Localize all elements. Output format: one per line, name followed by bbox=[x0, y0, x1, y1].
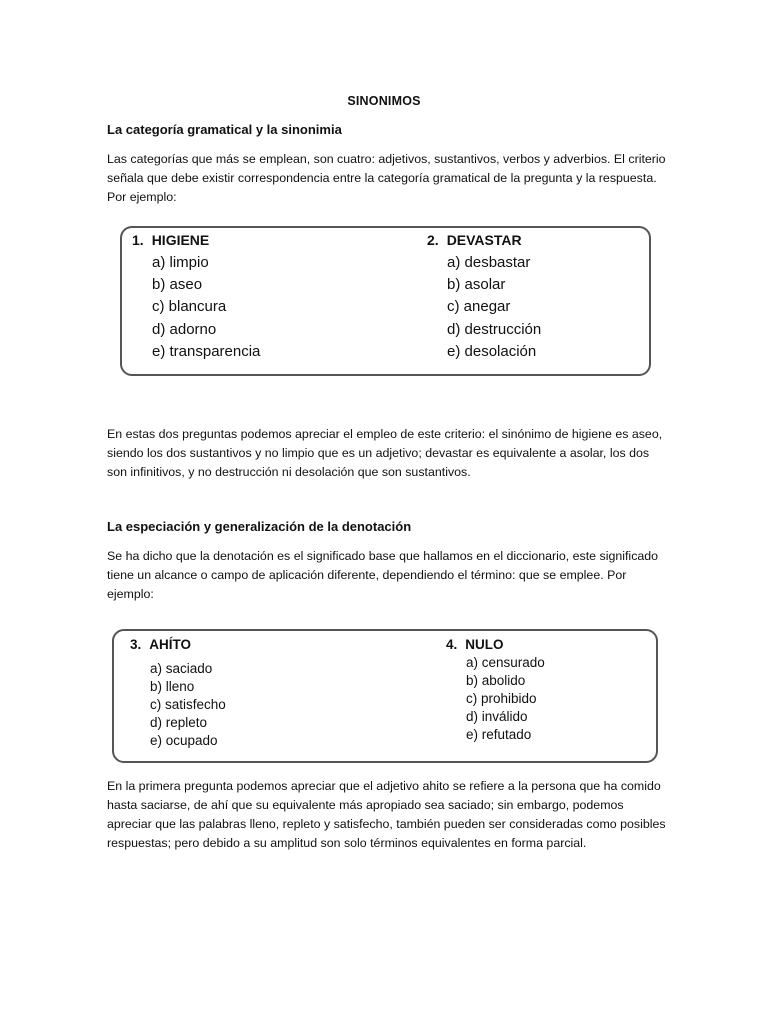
option-item: e) desolación bbox=[447, 342, 537, 360]
option-item: b) aseo bbox=[152, 276, 203, 294]
question-2 bbox=[427, 232, 541, 363]
question-4 bbox=[446, 637, 545, 744]
option-item: a) limpio bbox=[152, 254, 209, 271]
question-4-options bbox=[466, 654, 545, 744]
question-4-word: NULO bbox=[465, 637, 504, 652]
question-2-word: DEVASTAR bbox=[446, 232, 522, 248]
question-3-options bbox=[150, 660, 226, 750]
option-item: a) censurado bbox=[466, 655, 545, 670]
question-1 bbox=[132, 232, 260, 363]
section-heading-especiacion: La especiación y generalización de la denotación bbox=[107, 519, 412, 534]
option-item: c) anegar bbox=[447, 298, 511, 316]
question-4-header bbox=[446, 637, 545, 652]
option-item: b) abolido bbox=[466, 673, 526, 688]
option-item: e) refutado bbox=[466, 727, 532, 742]
question-1-word: HIGIENE bbox=[151, 232, 210, 248]
option-item: d) destrucción bbox=[447, 320, 542, 338]
question-1-options bbox=[152, 252, 260, 363]
paragraph-denotacion-intro: Se ha dicho que la denotación es el significado base que hallamos en el diccionario, este significado tiene un alcance o campo de aplicación diferente, dependiendo el término: que se emplee. Por ejemplo: bbox=[107, 549, 659, 601]
question-3-number: 3. bbox=[130, 637, 142, 652]
example-box-2 bbox=[112, 629, 658, 763]
option-item: c) blancura bbox=[152, 298, 227, 316]
question-1-number: 1. bbox=[132, 232, 144, 248]
option-item: e) transparencia bbox=[152, 342, 261, 360]
paragraph-categorias-explanation: En estas dos preguntas podemos apreciar el empleo de este criterio: el sinónimo de higiene es aseo, siendo los dos sustantivos y no limpio que es un adjetivo; devastar es equivalente a asolar, los dos son infinitivos, y no destrucción ni desolación que son sustantivos. bbox=[107, 427, 663, 479]
page-title: SINONIMOS bbox=[347, 94, 421, 108]
option-item: a) desbastar bbox=[447, 254, 531, 271]
example-box-1 bbox=[120, 226, 651, 376]
question-1-header bbox=[132, 232, 260, 248]
option-item: b) asolar bbox=[447, 276, 506, 294]
option-item: d) inválido bbox=[466, 709, 528, 724]
question-3 bbox=[130, 637, 226, 750]
section-heading-categoria: La categoría gramatical y la sinonimia bbox=[107, 122, 342, 137]
question-3-header bbox=[130, 637, 226, 652]
paragraph-denotacion-explanation: En la primera pregunta podemos apreciar que el adjetivo ahito se refiere a la persona que ha comido hasta saciarse, de ahí que su equivalente más apropiado sea saciado; sin embargo, podemos apreciar que las palabras lleno, repleto y satisfecho, también pueden ser consideradas como posibles respuestas; pero debido a su amplitud son solo términos equivalentes en forma parcial. bbox=[107, 779, 666, 850]
option-item: a) saciado bbox=[150, 661, 213, 676]
paragraph-categorias-intro: Las categorías que más se emplean, son cuatro: adjetivos, sustantivos, verbos y adverbios. El criterio señala que debe existir correspondencia entre la categoría gramatical de la pregunta y la respuesta. Por ejemplo: bbox=[107, 152, 666, 204]
option-item: c) prohibido bbox=[466, 691, 537, 706]
option-item: c) satisfecho bbox=[150, 697, 226, 712]
option-item: d) repleto bbox=[150, 715, 208, 730]
option-item: b) lleno bbox=[150, 679, 195, 694]
question-2-number: 2. bbox=[427, 232, 439, 248]
question-2-options bbox=[447, 252, 541, 363]
question-3-word: AHÍTO bbox=[149, 637, 192, 652]
question-2-header bbox=[427, 232, 541, 248]
option-item: e) ocupado bbox=[150, 733, 218, 748]
option-item: d) adorno bbox=[152, 320, 217, 338]
question-4-number: 4. bbox=[446, 637, 458, 652]
